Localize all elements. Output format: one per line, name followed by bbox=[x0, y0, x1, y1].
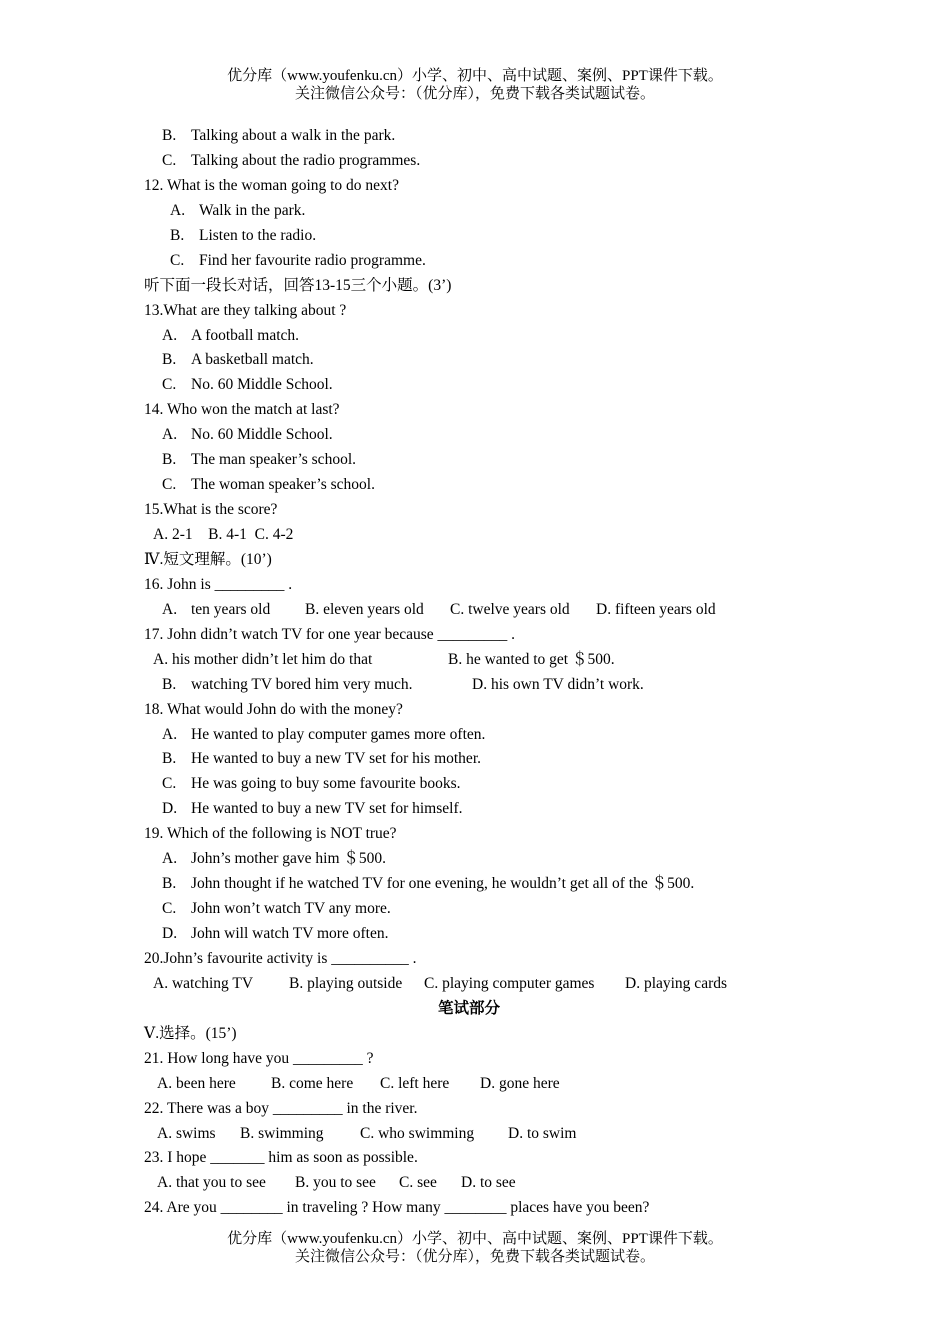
q20-option-c: C. playing computer games bbox=[424, 974, 595, 992]
q16-option-a: A. ten years old bbox=[162, 600, 271, 618]
section-4-heading: Ⅳ.短文理解。(10’) bbox=[144, 550, 272, 568]
q14-option-b: B. The man speaker’s school. bbox=[162, 451, 356, 469]
q22-stem: 22. There was a boy _________ in the river. bbox=[144, 1099, 418, 1117]
q17-option-d: D. his own TV didn’t work. bbox=[472, 675, 644, 693]
q21-option-d: D. gone here bbox=[480, 1074, 560, 1092]
q21-option-b: B. come here bbox=[271, 1074, 354, 1092]
q20-option-a: A. watching TV bbox=[153, 974, 254, 992]
page-footer bbox=[0, 1230, 950, 1266]
q19-option-a: A. John’s mother gave him ＄500. bbox=[162, 850, 387, 868]
section-5-heading: Ⅴ.选择。(15’) bbox=[144, 1024, 237, 1042]
q13-stem: 13.What are they talking about ? bbox=[144, 301, 347, 319]
q16-option-b: B. eleven years old bbox=[305, 600, 424, 618]
q18-option-b: B. He wanted to buy a new TV set for his mother. bbox=[162, 750, 481, 768]
q15-stem: 15.What is the score? bbox=[144, 501, 278, 519]
written-section-title: 笔试部分 bbox=[437, 999, 500, 1017]
q20-option-d: D. playing cards bbox=[625, 974, 728, 992]
q19-option-d: D. John will watch TV more often. bbox=[162, 925, 389, 942]
q19-option-c: C. John won’t watch TV any more. bbox=[162, 900, 391, 918]
q24-stem: 24. Are you ________ in traveling ? How many ________ places have you been? bbox=[144, 1199, 650, 1217]
q22-option-b: B. swimming bbox=[240, 1124, 324, 1142]
q12-stem: 12. What is the woman going to do next? bbox=[144, 176, 399, 194]
q18-stem: 18. What would John do with the money? bbox=[144, 700, 403, 718]
q20-option-b: B. playing outside bbox=[289, 974, 403, 992]
footer-line-2: 关注微信公众号：（优分库），免费下载各类试题试卷。 bbox=[294, 1249, 655, 1265]
q13-option-c: C. No. 60 Middle School. bbox=[162, 376, 333, 394]
q21-option-c: C. left here bbox=[380, 1074, 450, 1092]
q16-stem: 16. John is _________ . bbox=[144, 575, 293, 593]
q13-option-a: A. A football match. bbox=[162, 326, 300, 344]
q19-option-b: B. John thought if he watched TV for one evening, he wouldn’t get all of the ＄500. bbox=[162, 875, 695, 893]
q16-options bbox=[144, 598, 794, 623]
header-line-2: 关注微信公众号：（优分库），免费下载各类试题试卷。 bbox=[294, 86, 655, 102]
q22-option-d: D. to swim bbox=[508, 1124, 577, 1142]
q23-option-d: D. to see bbox=[461, 1174, 516, 1192]
q22-options bbox=[144, 1122, 794, 1147]
exam-content bbox=[144, 124, 794, 1221]
q17-stem: 17. John didn’t watch TV for one year because _________ . bbox=[144, 625, 516, 643]
q21-options bbox=[144, 1072, 794, 1097]
q23-option-c: C. see bbox=[399, 1174, 437, 1192]
q17-option-a: A. his mother didn’t let him do that bbox=[153, 650, 373, 668]
q18-option-a: A. He wanted to play computer games more often. bbox=[162, 725, 486, 743]
instruction-13-15: 听下面一段长对话，回答13-15三个小题。(3’) bbox=[144, 276, 452, 294]
q13-option-b: B. A basketball match. bbox=[162, 351, 314, 369]
page-header bbox=[0, 67, 950, 103]
q23-stem: 23. I hope _______ him as soon as possible. bbox=[144, 1149, 418, 1167]
q20-stem: 20.John’s favourite activity is __________ . bbox=[144, 949, 417, 967]
q23-option-b: B. you to see bbox=[295, 1174, 376, 1192]
q14-option-a: A. No. 60 Middle School. bbox=[162, 426, 333, 444]
q21-stem: 21. How long have you _________ ? bbox=[144, 1049, 374, 1067]
q22-option-a: A. swims bbox=[157, 1124, 216, 1142]
q12-option-b: B. Listen to the radio. bbox=[170, 226, 317, 244]
q19-stem: 19. Which of the following is NOT true? bbox=[144, 825, 397, 843]
q11-option-b: B. Talking about a walk in the park. bbox=[162, 127, 396, 144]
q18-option-d: D. He wanted to buy a new TV set for himself. bbox=[162, 800, 463, 818]
q17-options-row-1 bbox=[144, 648, 794, 673]
q17-option-b: B. he wanted to get ＄500. bbox=[448, 650, 615, 668]
q15-options: A. 2-1 B. 4-1 C. 4-2 bbox=[153, 526, 294, 543]
q21-option-a: A. been here bbox=[157, 1074, 236, 1092]
q14-option-c: C. The woman speaker’s school. bbox=[162, 476, 375, 494]
q16-option-d: D. fifteen years old bbox=[596, 600, 716, 618]
q12-option-c: C. Find her favourite radio programme. bbox=[170, 251, 426, 269]
q17-option-c: B. watching TV bored him very much. bbox=[162, 675, 413, 693]
q23-options bbox=[144, 1171, 794, 1196]
q20-options bbox=[144, 972, 794, 997]
q11-option-c: C. Talking about the radio programmes. bbox=[162, 151, 421, 169]
header-line-1: 优分库（www.youfenku.cn）小学、初中、高中试题、案例、PPT课件下载。 bbox=[227, 68, 723, 84]
q16-option-c: C. twelve years old bbox=[450, 600, 570, 618]
q12-option-a: A. Walk in the park. bbox=[170, 201, 306, 219]
q14-stem: 14. Who won the match at last? bbox=[144, 401, 340, 419]
q23-option-a: A. that you to see bbox=[157, 1174, 266, 1192]
footer-line-1: 优分库（www.youfenku.cn）小学、初中、高中试题、案例、PPT课件下载。 bbox=[227, 1231, 723, 1247]
q22-option-c: C. who swimming bbox=[360, 1124, 475, 1142]
q18-option-c: C. He was going to buy some favourite books. bbox=[162, 775, 461, 793]
q17-options-row-2 bbox=[144, 673, 794, 698]
